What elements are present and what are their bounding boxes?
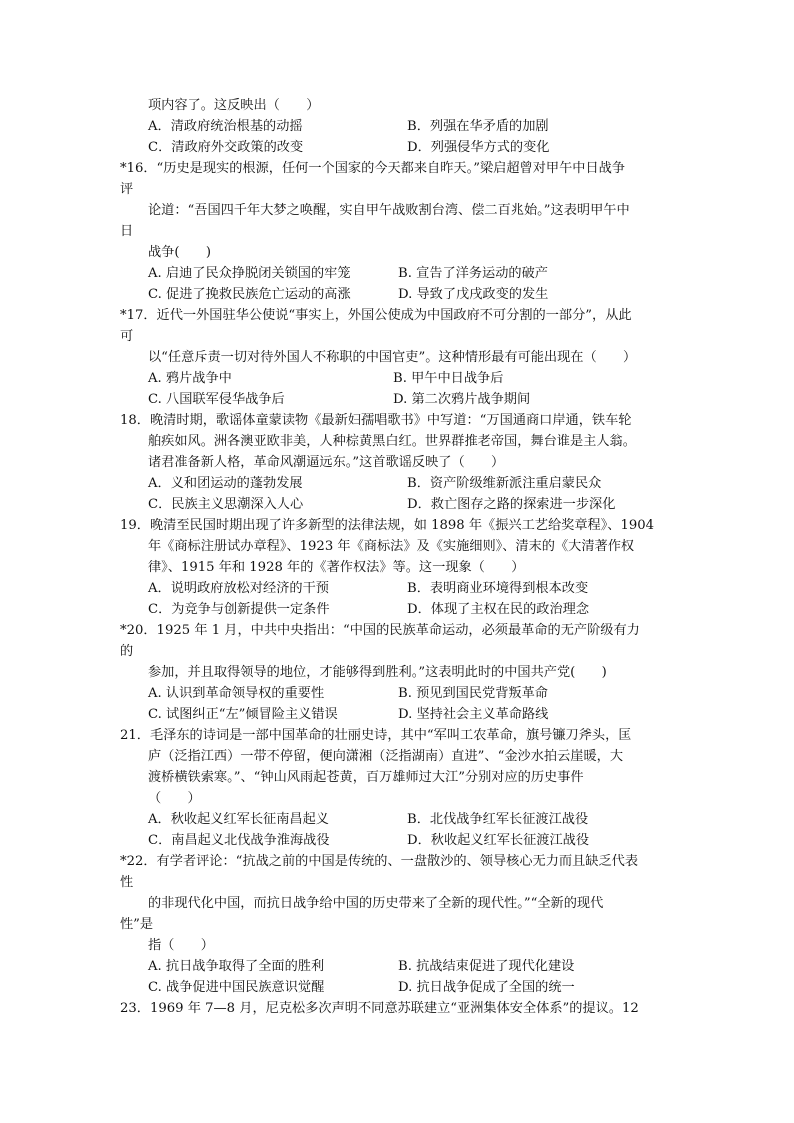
question-19-stem: 律》、1915 年和 1928 年的《著作权法》等。这一现象（ ） [148, 560, 525, 575]
option-d: D. 导致了戊戌政变的发生 [398, 287, 549, 302]
option-b: B. 抗战结束促进了现代化建设 [398, 959, 575, 974]
question-22-stem: 的非现代化中国，而抗日战争给中国的历史带来了全新的现代性。”“全新的现代 [148, 896, 604, 911]
question-20-stem: 参加，并且取得领导的地位，才能够得到胜利。”这表明此时的中国共产党( ) [148, 665, 607, 680]
option-d: D. 坚持社会主义革命路线 [398, 707, 549, 722]
option-a: A．义和团运动的蓬勃发展 [148, 476, 303, 491]
option-c: C．南昌起义北伐战争淮海战役 [148, 833, 330, 848]
option-b: B. 预见到国民党背叛革命 [398, 686, 548, 701]
question-22-stem: 指（ ） [148, 938, 214, 953]
option-a: A. 认识到革命领导权的重要性 [148, 686, 325, 701]
text-line: 项内容了。这反映出（ ） [148, 98, 320, 113]
question-20-stem: 的 [120, 644, 134, 659]
option-b: B．资产阶级维新派注重启蒙民众 [407, 476, 602, 491]
option-b: B. 宣告了洋务运动的破产 [398, 266, 548, 281]
question-21-stem: 渡桥横铁索寒。”、“钟山风雨起苍黄，百万雄师过大江”分别对应的历史事件 [148, 770, 584, 785]
option-b: B．北伐战争红军长征渡江战役 [407, 812, 589, 827]
option-a: A. 抗日战争取得了全面的胜利 [148, 959, 325, 974]
option-c: C. 八国联军侵华战争后 [148, 392, 285, 407]
option-c: C. 试图纠正“左”倾冒险主义错误 [148, 707, 338, 722]
option-d: D. 第二次鸦片战争期间 [393, 392, 531, 407]
option-d: D．秋收起义红军长征渡江战役 [407, 833, 590, 848]
question-22-stem: 性 [120, 875, 134, 890]
option-c: C．民族主义思潮深入人心 [148, 497, 304, 512]
option-a: A．清政府统治根基的动摇 [148, 119, 303, 134]
question-19-stem: 年《商标注册试办章程》、1923 年《商标法》及《实施细则》、清末的《大清著作权 [148, 539, 635, 554]
question-20-stem: *20．1925 年 1 月，中共中央指出：“中国的民族革命运动，必须最革命的无产阶级有力 [120, 623, 640, 638]
question-16-stem: 评 [120, 182, 134, 197]
option-b: B. 甲午中日战争后 [393, 371, 504, 386]
option-b: B．列强在华矛盾的加剧 [407, 119, 549, 134]
question-21-stem: 21．毛泽东的诗词是一部中国革命的壮丽史诗，其中“军叫工农革命，旗号镰刀斧头，匡 [120, 728, 632, 743]
question-18-stem: 18．晚清时期，歌谣体童蒙读物《最新妇孺唱歌书》中写道：“万国通商口岸通，铁车轮 [120, 413, 632, 428]
question-22-stem: 性”是 [120, 917, 154, 932]
question-23-stem: 23．1969 年 7—8 月，尼克松多次声明不同意苏联建立“亚洲集体安全体系”的提议。12 [120, 1001, 639, 1016]
question-17-stem: *17．近代一外国驻华公使说“事实上，外国公使成为中国政府不可分割的一部分”，从此 [120, 308, 632, 323]
option-a: A. 鸦片战争中 [148, 371, 232, 386]
option-c: C. 战争促进中国民族意识觉醒 [148, 980, 325, 995]
option-d: D．列强侵华方式的变化 [407, 140, 550, 155]
question-17-stem: 可 [120, 329, 134, 344]
question-21-stem: （ ） [148, 791, 201, 806]
question-21-stem: 庐（泛指江西）一带不停留，便向潇湘（泛指湖南）直进”、“金沙水拍云崖暖，大 [148, 749, 624, 764]
option-a: A. 启迪了民众挣脱闭关锁国的牢笼 [148, 266, 351, 281]
question-18-stem: 舶疾如风。洲各澳亚欧非美，人种棕黄黑白红。世界群推老帝国，舞台谁是主人翁。 [148, 434, 636, 449]
option-d: D．救亡图存之路的探索进一步深化 [407, 497, 616, 512]
option-d: D. 抗日战争促成了全国的统一 [398, 980, 575, 995]
question-17-stem: 以“任意斥责一切对待外国人不称职的中国官吏”。这种情形最有可能出现在（ ） [148, 350, 637, 365]
option-d: D．体现了主权在民的政治理念 [407, 602, 590, 617]
option-c: C. 促进了挽救民族危亡运动的高涨 [148, 287, 351, 302]
question-18-stem: 诸君准备新人格，革命风潮逼远东。”这首歌谣反映了（ ） [148, 455, 505, 470]
option-a: A．说明政府放松对经济的干预 [148, 581, 329, 596]
question-16-stem: 日 [120, 224, 134, 239]
option-c: C．为竞争与创新提供一定条件 [148, 602, 330, 617]
option-c: C．清政府外交政策的改变 [148, 140, 304, 155]
option-a: A．秋收起义红军长征南昌起义 [148, 812, 329, 827]
question-19-stem: 19．晚清至民国时期出现了许多新型的法律法规，如 1898 年《振兴工艺给奖章程》、1904 [120, 518, 655, 533]
question-16-stem: 论道：“吾国四千年大梦之唤醒，实自甲午战败割台湾、偿二百兆始。”这表明甲午中 [148, 203, 630, 218]
question-16-stem: 战争( ) [148, 245, 212, 260]
option-b: B．表明商业环境得到根本改变 [407, 581, 589, 596]
question-22-stem: *22．有学者评论：“抗战之前的中国是传统的、一盘散沙的、领导核心无力而且缺乏代表 [120, 854, 639, 869]
question-16-stem: *16．“历史是现实的根源，任何一个国家的今天都来自昨天。”梁启超曾对甲午中日战争 [120, 161, 626, 176]
